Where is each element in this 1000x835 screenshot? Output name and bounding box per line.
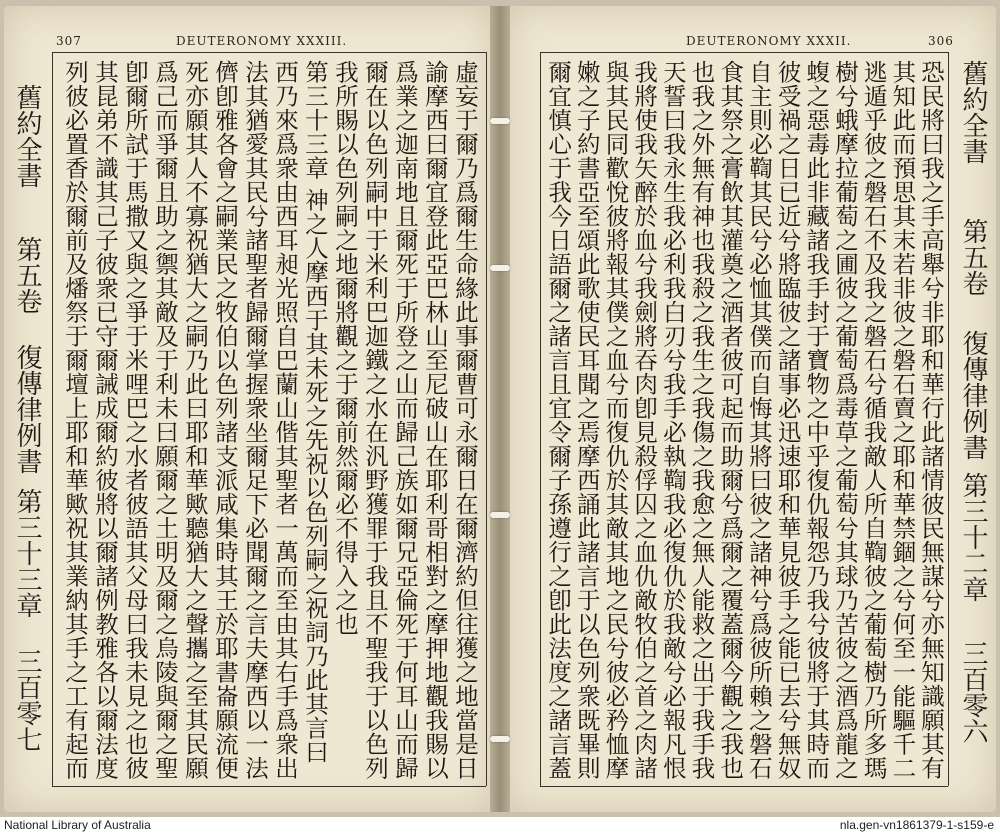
text-column: 與其民同歡悅彼將報其僕之血兮而復仇於其敵其地之民兮彼必矜恤摩 xyxy=(601,60,630,780)
text-column: 法其猶愛其民兮諸聖者歸爾掌握衆坐爾足下必聞爾之言夫摩西以一法 xyxy=(241,60,269,780)
footer-library-credit: National Library of Australia xyxy=(4,818,151,832)
text-column: 虛妄于爾乃爲爾生命緣此事爾曹可永爾日在爾濟約但往獲之地當是日 xyxy=(451,60,479,780)
text-column: 也我之外無有神也我殺之我生之我傷之我愈之無人能救之出于我手我 xyxy=(687,60,716,780)
text-column: 彼受禍之日已近兮將臨彼之諸事必迅速耶和華見彼手之能已去兮無奴 xyxy=(773,60,802,780)
right-book-title: 舊約全書 xyxy=(958,60,988,164)
text-column: 樹兮蛾摩拉葡萄之圃彼之葡萄爲毒草之葡萄兮其球乃苦彼之酒爲龍之 xyxy=(831,60,859,780)
left-text-columns xyxy=(60,60,480,784)
text-column: 第三十三章 神之人摩西于其未死之先祝以色列嗣之祝詞乃此其言曰 xyxy=(301,60,329,764)
left-margin-rule xyxy=(52,52,53,786)
text-column: 逃遁乎彼之磐石不及我之磐石兮循我敵人所自鞫彼之葡萄樹乃所多瑪 xyxy=(859,60,888,780)
left-page-cn: 三百零七 xyxy=(12,648,42,752)
left-top-rule xyxy=(52,52,486,53)
right-book-name: 復傳律例書 xyxy=(958,330,988,460)
right-volume: 第五卷 xyxy=(958,218,988,296)
text-column: 爾在以色列嗣中于米利巴迦鐵之水在汎野獲罪于我且不聖我于以色列 xyxy=(361,60,389,780)
left-book-title: 舊約全書 xyxy=(12,84,42,188)
text-column: 天誓曰我永生我必利我白刃兮我手必執鞫我必復仇於我敵兮必報凡恨 xyxy=(659,60,687,780)
text-column: 嫩之子約書亞至頌此歌使民耳聞之焉摩西誦此諸言于以色列衆既畢則 xyxy=(573,60,601,780)
text-column: 卽爾所試于馬撒又與之爭于米哩巴之水者彼語其父母曰我未見之也彼 xyxy=(121,60,149,780)
right-page-cn: 三百零六 xyxy=(958,640,988,744)
footer-item-id: nla.gen-vn1861379-1-s159-e xyxy=(839,818,994,832)
book-gutter xyxy=(490,6,510,812)
right-inner-rule xyxy=(540,52,541,786)
text-column: 食其祭之膏飲其灌奠之酒者彼可起而助爾兮爲爾之覆蓋爾今觀之我也 xyxy=(716,60,745,780)
text-column: 其知此而預思其末若非彼之磐石賣之耶和華禁錮之兮何至一能驅千二 xyxy=(888,60,917,780)
text-column: 自主則必鞫其民兮必恤其僕而自悔其將曰彼之諸神兮爲彼所賴之磐石 xyxy=(745,60,773,780)
binding-stitch xyxy=(490,512,510,518)
right-chapter: 第三十二章 xyxy=(958,472,988,602)
right-page-number: 306 xyxy=(928,34,954,48)
right-text-columns xyxy=(544,60,946,784)
text-column: 其昆弟不識其己子彼衆已守爾誡成爾約彼將以爾諸例教雅各以爾法度 xyxy=(91,60,119,780)
text-column: 我所賜以色列嗣之地爾將觀之于爾前然爾必不得入之也 xyxy=(331,60,359,636)
text-column: 西乃來爲衆由西耳昶光照自巴蘭山偕其聖者一萬而至由其右手爲衆出 xyxy=(271,60,299,780)
text-column: 諭摩西曰爾宜登此亞巴林山至尼破山在耶利哥相對之摩押地觀我賜以 xyxy=(421,60,449,780)
text-column: 爾宜慎心于我今日語爾之諸言且宜令爾子孫遵行之卽此法度之諸言蓋 xyxy=(544,60,573,780)
left-running-head: DEUTERONOMY XXXIII. xyxy=(176,34,348,48)
text-column: 爲業之迦南地且爾死于所登之山而歸己族如爾兄亞倫死于何耳山而歸 xyxy=(391,60,419,780)
left-book-name: 復傳律例書 xyxy=(12,344,42,474)
left-page-number: 307 xyxy=(56,34,82,48)
text-column: 死亦願其人不寡祝猶大之嗣乃此曰耶和華歟聽猶大之聲攜之至其民願 xyxy=(181,60,209,780)
text-column: 爲己而爭爾且助之禦其敵及于利未曰願爾之土明及爾之烏陵與爾之聖 xyxy=(151,60,179,780)
binding-stitch xyxy=(490,118,510,124)
left-bottom-rule xyxy=(52,786,486,787)
text-column: 儕卽雅各會之嗣業民之牧伯以色列諸支派咸集時其王於耶書崙願流便 xyxy=(211,60,239,780)
right-margin-rule xyxy=(948,52,949,786)
binding-stitch xyxy=(490,736,510,742)
text-column: 我將使我矢醉於血兮我劍將吞肉卽見殺俘囚之血仇敵牧伯之首之肉諸 xyxy=(630,60,659,780)
text-column: 恐民將曰我之手高舉兮非耶和華行此諸情彼民無謀兮亦無知識願其有 xyxy=(917,60,945,780)
left-volume: 第五卷 xyxy=(12,236,42,314)
right-top-rule xyxy=(540,52,948,53)
right-bottom-rule xyxy=(540,786,948,787)
binding-stitch xyxy=(490,265,510,271)
footer-bar xyxy=(0,817,1000,835)
left-inner-rule xyxy=(486,52,487,786)
text-column: 列彼必置香於爾前及燔祭于爾壇上耶和華歟祝其業納其手之工有起而 xyxy=(61,60,89,780)
left-chapter: 第三十三章 xyxy=(12,488,42,618)
text-column: 蝮之惡毒此非藏諸我手封于寶物之中乎復仇報怨乃我兮彼將于其時而 xyxy=(802,60,831,780)
right-running-head: DEUTERONOMY XXXII. xyxy=(686,34,852,48)
